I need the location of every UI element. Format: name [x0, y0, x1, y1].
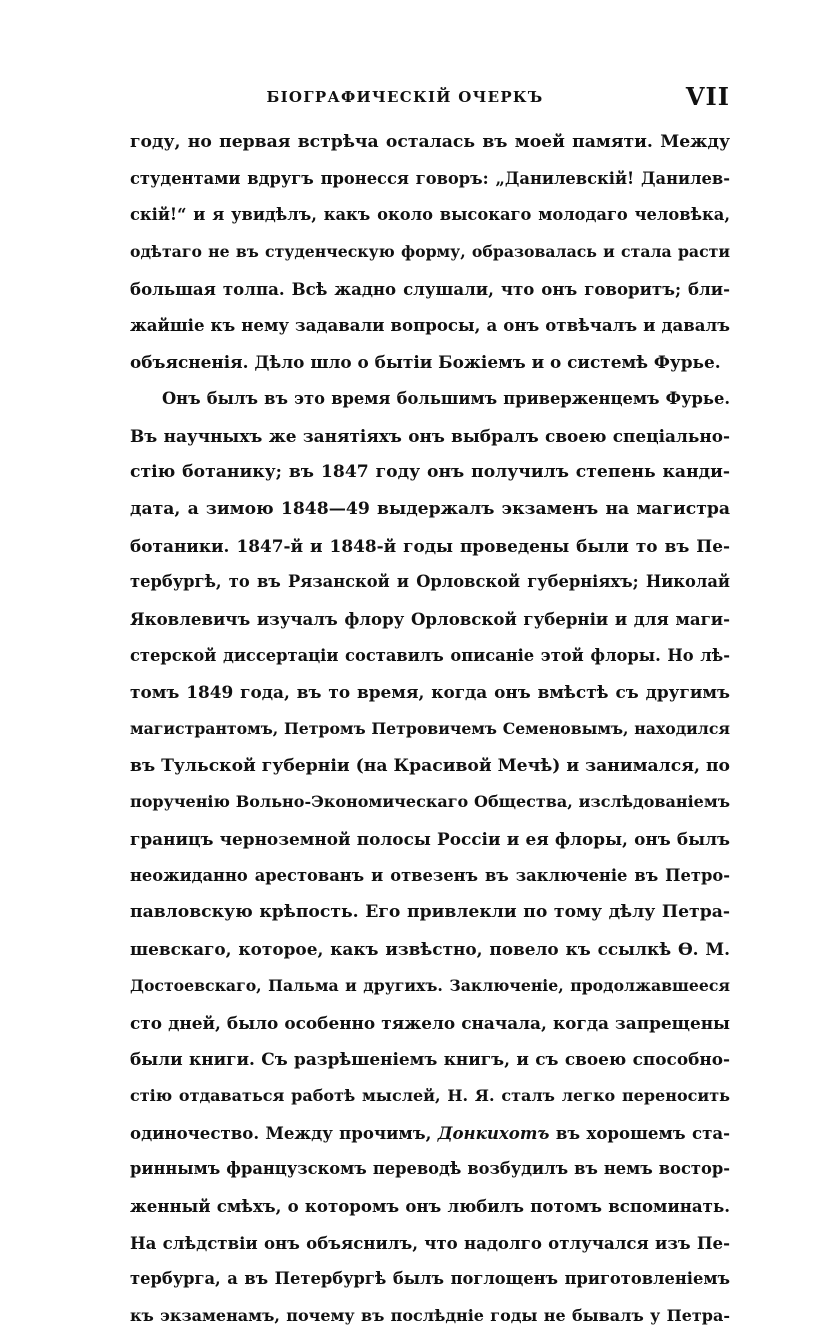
- text-line: тербурга, а въ Петербургѣ былъ поглощенъ приготовленіемъ: [130, 1269, 730, 1289]
- text-line: одѣтаго не въ студенческую форму, образовалась и стала расти: [130, 242, 730, 262]
- text-line: неожиданно арестованъ и отвезенъ въ заключеніе въ Петро-: [130, 865, 730, 885]
- paragraph-start-line: Онъ былъ въ это время большимъ приверженцемъ Фурье.: [162, 388, 730, 408]
- text-line-with-italic-title: [130, 1115, 730, 1152]
- text-line: тербургѣ, то въ Рязанской и Орловской губерніяхъ; Николай: [130, 572, 730, 592]
- text-line: стію отдаваться работѣ мыслей, Н. Я. сталъ легко переносить: [130, 1085, 730, 1105]
- text-line: были книги. Съ разрѣшеніемъ книгъ, и съ своею способно-: [130, 1049, 730, 1070]
- text-line: границъ черноземной полосы Россіи и ея флоры, онъ былъ: [130, 829, 730, 850]
- body-text: [130, 124, 730, 1335]
- text-line: сто дней, было особенно тяжело сначала, когда запрещены: [130, 1012, 730, 1033]
- text-line: ботаники. 1847-й и 1848-й годы проведены были то въ Пе-: [130, 535, 730, 556]
- text-line: риннымъ французскомъ переводѣ возбудилъ въ немъ востор-: [130, 1159, 730, 1179]
- text-segment: одиночество. Между прочимъ,: [130, 1122, 432, 1143]
- text-line: въ Тульской губерніи (на Красивой Мечѣ) и занимался, по: [130, 755, 730, 776]
- running-head: [130, 82, 730, 112]
- text-segment: въ хорошемъ ста-: [555, 1122, 730, 1143]
- text-line: томъ 1849 года, въ то время, когда онъ вмѣстѣ съ другимъ: [130, 682, 730, 703]
- text-line: дата, а зимою 1848—49 выдержалъ экзаменъ на магистра: [130, 498, 730, 519]
- italic-book-title: Донкихотъ: [437, 1122, 550, 1143]
- text-line: большая толпа. Всѣ жадно слушали, что онъ говоритъ; бли-: [130, 278, 730, 299]
- text-line: стію ботанику; въ 1847 году онъ получилъ степень канди-: [130, 462, 730, 483]
- text-line: женный смѣхъ, о которомъ онъ любилъ потомъ вспоминать.: [130, 1195, 730, 1216]
- text-line: году, но первая встрѣча осталась въ моей памяти. Между: [130, 132, 730, 152]
- text-line: объясненія. Дѣло шло о бытіи Божіемъ и о системѣ Фурье.: [130, 352, 721, 373]
- text-line: жайшіе къ нему задавали вопросы, а онъ отвѣчалъ и давалъ: [130, 315, 730, 336]
- text-line: шевскаго, которое, какъ извѣстно, повело къ ссылкѣ Ѳ. М.: [130, 939, 730, 960]
- text-line: студентами вдругъ пронесся говоръ: „Данилевскій! Данилев-: [130, 168, 730, 188]
- text-line: магистрантомъ, Петромъ Петровичемъ Семеновымъ, находился: [130, 719, 730, 738]
- text-line: порученію Вольно-Экономическаго Общества, изслѣдованіемъ: [130, 792, 730, 812]
- text-line: Яковлевичъ изучалъ флору Орловской губерніи и для маги-: [130, 608, 730, 629]
- text-line: къ экзаменамъ, почему въ послѣдніе годы не бывалъ у Петра-: [130, 1306, 730, 1325]
- text-line: Достоевскаго, Пальма и другихъ. Заключеніе, продолжавшееся: [130, 975, 730, 995]
- text-line: павловскую крѣпость. Его привлекли по тому дѣлу Петра-: [130, 902, 730, 923]
- text-line: скій!“ и я увидѣлъ, какъ около высокаго молодаго человѣка,: [130, 205, 730, 225]
- page-number: VII: [685, 82, 730, 111]
- text-line: Въ научныхъ же занятіяхъ онъ выбралъ своею спеціально-: [130, 425, 730, 446]
- text-line: На слѣдствіи онъ объяснилъ, что надолго отлучался изъ Пе-: [130, 1232, 730, 1253]
- running-title: БІОГРАФИЧЕСКІЙ ОЧЕРКЪ: [266, 88, 544, 106]
- text-line: стерской диссертаціи составилъ описаніе этой флоры. Но лѣ-: [130, 645, 730, 665]
